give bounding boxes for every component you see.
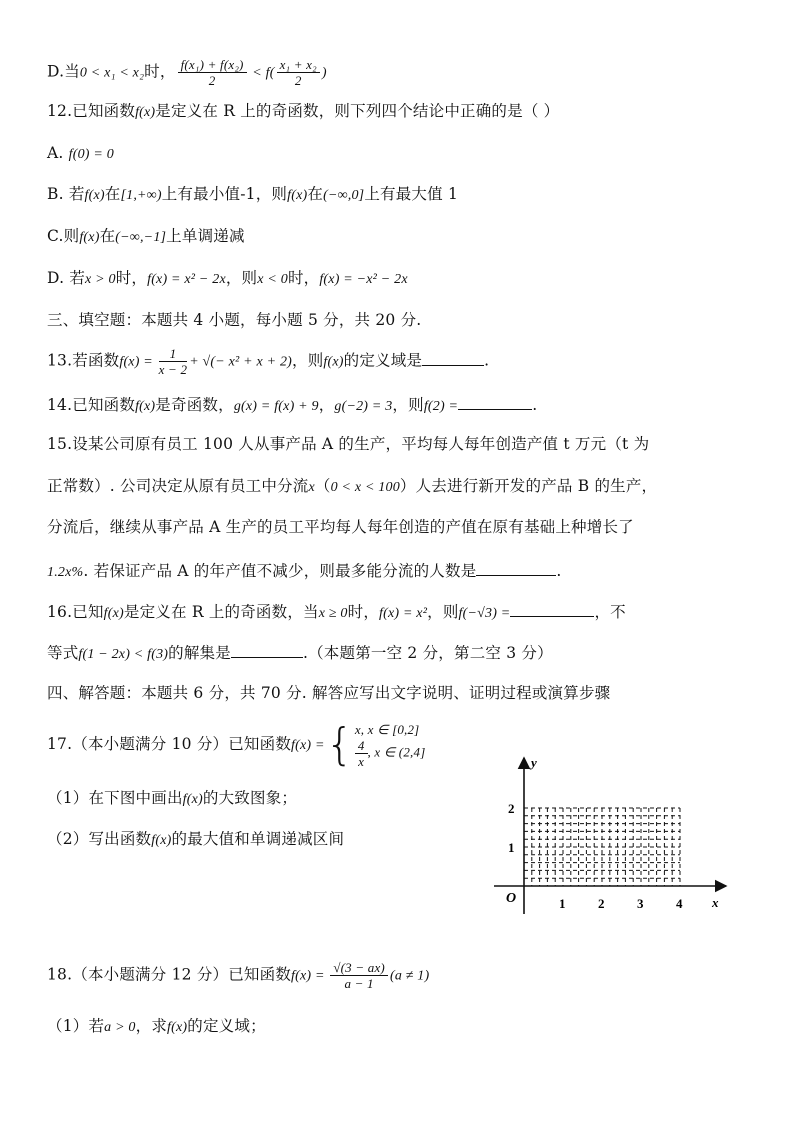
question-17-part-2: （2）写出函数f(x)的最大值和单调递减区间	[47, 830, 345, 848]
option-label: D.当	[47, 62, 80, 81]
option-d-line	[47, 57, 327, 88]
question-17: 17.（本小题满分 10 分）已知函数f(x) ={ x, x ∈ [0,2] $\frac{4}{x}$ , x ∈ (2,4]	[47, 719, 426, 770]
coordinate-grid-figure	[486, 752, 736, 922]
question-15-line-3: 分流后，继续从事产品 A 生产的员工平均每人每年创造的产值在原有基础上种增长了	[47, 518, 634, 536]
math-condition: 0 < x₁ < x₂	[79, 65, 145, 81]
x-tick-label: 1	[559, 896, 566, 911]
text: 时，	[144, 62, 176, 81]
question-15-line-2: 正常数）. 公司决定从原有员工中分流x（0 < x < 100）人去进行新开发的产品 B 的生产，	[47, 477, 658, 495]
question-18-part-1: （1）若a > 0，求f(x)的定义域；	[47, 1017, 266, 1035]
x-tick-label: 2	[598, 896, 605, 911]
x-axis-label: x	[712, 895, 719, 910]
question-12-option-b: B. 若f(x)在[1,+∞)上有最小值-1，则f(x)在(−∞,0]上有最大值 1	[47, 185, 459, 203]
x-tick-labels	[559, 896, 683, 911]
question-12-option-c: C.则f(x)在(−∞,−1]上单调递减	[47, 227, 245, 245]
question-18: 18.（本小题满分 12 分）已知函数f(x) = $\frac{√(3 - ax)}{a - 1}$ (a ≠ 1)	[47, 960, 430, 991]
fraction: $\frac{\text{x₁ + x₂}}{2}$	[277, 57, 320, 88]
math-text: < f(	[248, 65, 275, 81]
fraction: $\frac{\text{f(x₁) + f(x₂)}}{2}$	[178, 57, 247, 88]
question-14: 14.已知函数f(x)是奇函数，g(x) = f(x) + 9，g(−2) = 3，则f(2) = .	[47, 393, 537, 417]
section-3-heading: 三、填空题：本题共 4 小题，每小题 5 分，共 20 分.	[47, 311, 422, 329]
y-tick-labels	[508, 801, 515, 855]
answer-blank[interactable]	[422, 349, 484, 366]
x-tick-label: 4	[676, 896, 683, 911]
y-tick-label: 2	[508, 801, 515, 816]
question-17-part-1: （1）在下图中画出f(x)的大致图象；	[47, 789, 298, 807]
origin-label: O	[506, 891, 517, 906]
question-13: 13.若函数f(x) = $\frac{1}{x - 2}$ + √(− x² + x + 2)，则f(x)的定义域是 .	[47, 346, 490, 377]
answer-blank[interactable]	[476, 559, 556, 576]
answer-blank[interactable]	[458, 393, 532, 410]
y-tick-label: 1	[508, 840, 515, 855]
math-text: )	[321, 65, 327, 81]
y-axis-label: y	[531, 755, 537, 770]
answer-blank[interactable]	[231, 641, 303, 658]
answer-blank[interactable]	[510, 600, 594, 617]
question-12: 12.已知函数f(x)是定义在 R 上的奇函数，则下列四个结论中正确的是（ ）	[47, 102, 560, 120]
x-tick-label: 3	[637, 896, 644, 911]
question-12-option-d: D. 若x > 0时，f(x) = x² − 2x，则x < 0时，f(x) = −x² − 2x	[47, 269, 408, 287]
question-16-line-1: 16.已知f(x)是定义在 R 上的奇函数，当x ≥ 0时，f(x) = x²，则f(−√3) = ，不	[47, 600, 626, 624]
question-15-line-1: 15.设某公司原有员工 100 人从事产品 A 的生产，平均每人每年创造产值 t 万元（t 为	[47, 435, 650, 453]
question-15-line-4: 1.2x%. 若保证产品 A 的年产值不减少，则最多能分流的人数是 .	[47, 559, 562, 583]
question-16-line-2: 等式f(1 − 2x) < f(3)的解集是 .（本题第一空 2 分，第二空 3 分）	[47, 641, 553, 665]
question-12-option-a: A. f(0) = 0	[47, 144, 114, 162]
section-4-heading: 四、解答题：本题共 6 分，共 70 分. 解答应写出文字说明、证明过程或演算步骤	[47, 684, 611, 702]
dashed-grid	[524, 808, 680, 886]
